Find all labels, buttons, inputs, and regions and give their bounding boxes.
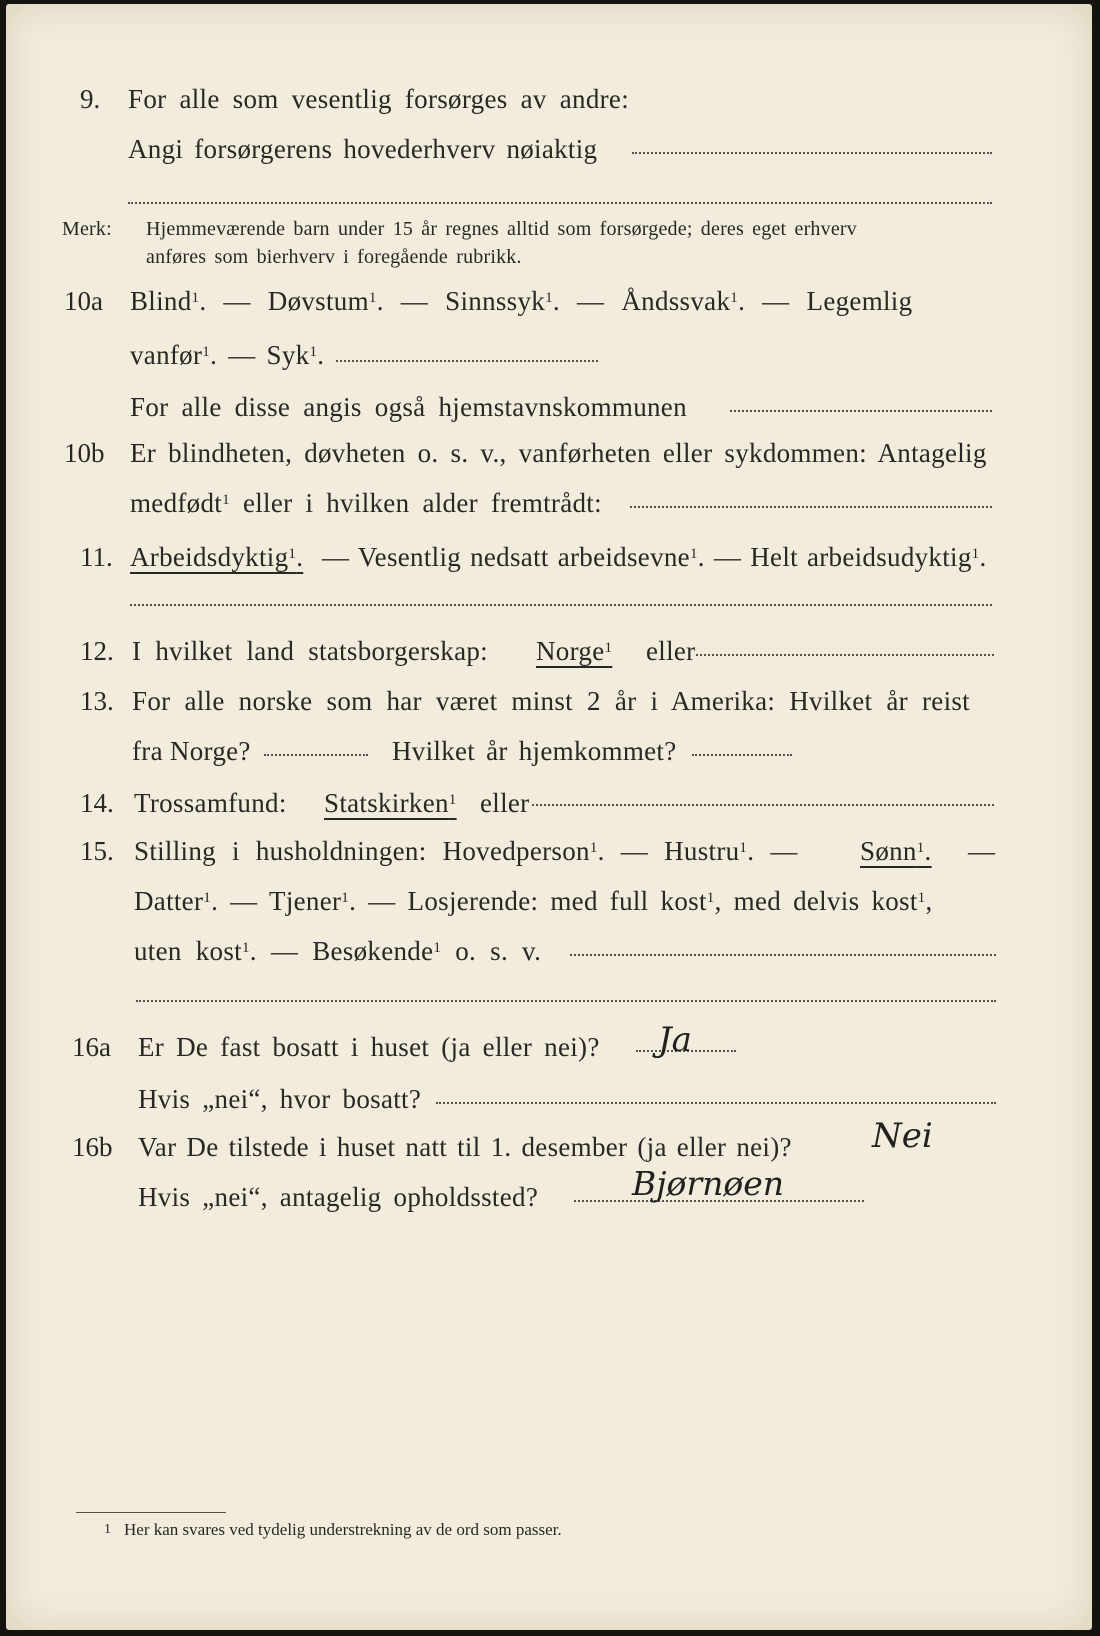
merk-label: Merk: <box>62 218 112 240</box>
item-13-departure-line[interactable] <box>264 754 368 756</box>
item-15-answer-line[interactable] <box>570 954 996 956</box>
item-12-or: eller <box>646 636 696 666</box>
item-14-number: 14. <box>80 788 114 818</box>
census-form-page <box>6 4 1092 1630</box>
item-11-number: 11. <box>80 542 113 572</box>
item-10a-line-3: For alle disse angis også hjemstavnskommunen <box>130 392 687 422</box>
footnote-text: Her kan svares ved tydelig understrekning av de ord som passer. <box>124 1520 562 1539</box>
item-11-answer-line[interactable] <box>130 604 992 606</box>
item-15-option-underlined: Sønn$^1$. <box>860 836 932 866</box>
item-14-answer-line[interactable] <box>532 804 994 806</box>
item-9-number: 9. <box>80 84 101 114</box>
item-13-number: 13. <box>80 686 114 716</box>
item-15-line-3: uten kost$^1$. — Besøkende$^1$ o. s. v. <box>134 936 542 966</box>
item-10a-answer-line[interactable] <box>336 360 598 362</box>
item-13-return-line[interactable] <box>692 754 792 756</box>
item-14-option-underlined: Statskirken$^1$ <box>324 788 457 818</box>
footnote-mark: 1 <box>104 1522 111 1537</box>
merk-line-1: Hjemmeværende barn under 15 år regnes alltid som forsørgede; deres eget erhverv <box>146 218 857 240</box>
item-15-dash: — <box>968 836 996 866</box>
item-16a-handwritten-answer: Ja <box>658 1020 692 1060</box>
item-16b-handwritten-location: Bjørnøen <box>632 1164 785 1203</box>
item-10a-home-answer-line[interactable] <box>730 410 992 412</box>
item-16a-line-1: Er De fast bosatt i huset (ja eller nei)? <box>138 1032 600 1062</box>
item-13-line-2b: Hvilket år hjemkommet? <box>392 736 677 766</box>
item-13-line-1: For alle norske som har været minst 2 år i Amerika: Hvilket år reist <box>132 686 970 716</box>
item-15-answer-line-2[interactable] <box>136 1000 996 1002</box>
item-16b-line-2: Hvis „nei“, antagelig opholdssted? <box>138 1182 539 1212</box>
item-11-rest: — Vesentlig nedsatt arbeidsevne$^1$. — Helt arbeidsudyktig$^1$. <box>322 542 987 572</box>
item-10b-line-1: Er blindheten, døvheten o. s. v., vanførheten eller sykdommen: Antagelig <box>130 438 987 468</box>
item-9-line-1: For alle som vesentlig forsørges av andre: <box>128 84 629 114</box>
merk-line-2: anføres som bierhverv i foregående rubrikk. <box>146 246 522 268</box>
item-14-text: Trossamfund: <box>134 788 287 818</box>
footnote-rule <box>76 1512 226 1513</box>
item-9-answer-line[interactable] <box>632 152 992 154</box>
item-12-text: I hvilket land statsborgerskap: <box>132 636 488 666</box>
item-16b-number: 16b <box>72 1132 113 1162</box>
item-10a-number: 10a <box>64 286 103 316</box>
item-16a-residence-line[interactable] <box>436 1102 996 1104</box>
item-12-answer-line[interactable] <box>696 654 994 656</box>
item-14-or: eller <box>480 788 530 818</box>
item-10a-line-1: Blind$^1$. — Døvstum$^1$. — Sinnssyk$^1$. — Åndssvak$^1$. — Legemlig <box>130 286 913 316</box>
item-12-option-underlined: Norge$^1$ <box>536 636 613 666</box>
item-16a-line-2: Hvis „nei“, hvor bosatt? <box>138 1084 422 1114</box>
item-15-line-1: Stilling i husholdningen: Hovedperson$^1$. — Hustru$^1$. — <box>134 836 798 866</box>
item-10b-number: 10b <box>64 438 105 468</box>
item-12-number: 12. <box>80 636 114 666</box>
item-10a-line-2: vanfør$^1$. — Syk$^1$. <box>130 340 325 370</box>
item-9-answer-line-2[interactable] <box>128 202 992 204</box>
item-10b-line-2: medfødt$^1$ eller i hvilken alder fremtrådt: <box>130 488 602 518</box>
item-15-number: 15. <box>80 836 114 866</box>
item-16b-line-1: Var De tilstede i huset natt til 1. desember (ja eller nei)? <box>138 1132 792 1162</box>
item-16a-number: 16a <box>72 1032 111 1062</box>
item-15-line-2: Datter$^1$. — Tjener$^1$. — Losjerende: med full kost$^1$, med delvis kost$^1$, <box>134 886 933 916</box>
item-16b-handwritten-answer: Nei <box>872 1116 933 1156</box>
item-13-line-2a: fra Norge? <box>132 736 251 766</box>
item-9-line-2: Angi forsørgerens hovederhverv nøiaktig <box>128 134 598 164</box>
item-10b-answer-line[interactable] <box>630 506 992 508</box>
item-11-option-underlined: Arbeidsdyktig$^1$. <box>130 542 304 572</box>
